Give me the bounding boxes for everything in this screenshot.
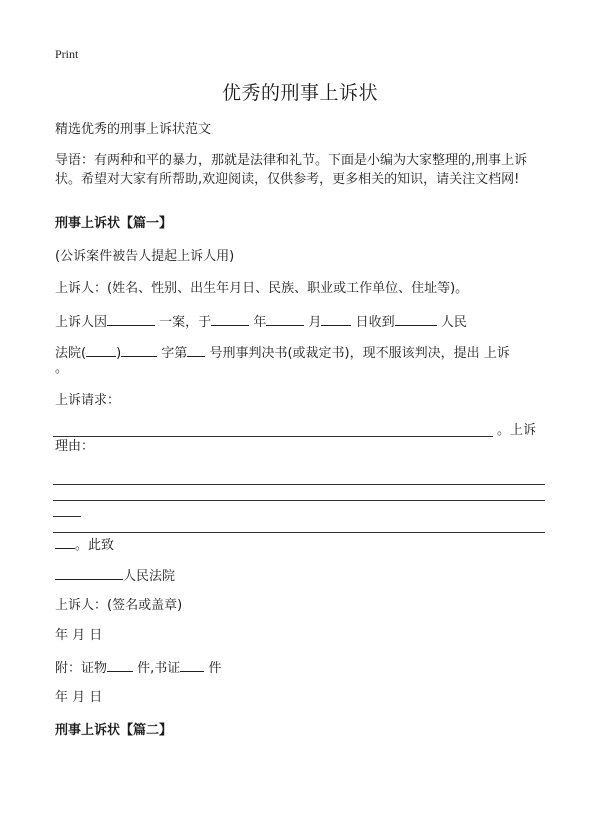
intro-paragraph: 导语：有两种和平的暴力，那就是法律和礼节。下面是小编为大家整理的,刑事上诉状。希望对大家有所帮助,欢迎阅读，仅供参考，更多相关的知识，请关注文档网! (55, 153, 528, 187)
court-line (55, 343, 510, 363)
blank-field[interactable] (55, 566, 123, 580)
case-line (55, 312, 467, 332)
blank-field[interactable] (55, 535, 75, 549)
closing-text: 。此致 (75, 538, 115, 553)
answer-line[interactable] (53, 436, 493, 437)
document-title: 优秀的刑事上诉状 (221, 82, 378, 104)
answer-line[interactable] (53, 484, 545, 485)
blank-field[interactable] (266, 312, 304, 326)
blank-field[interactable] (180, 658, 204, 672)
blank-field[interactable] (187, 343, 205, 357)
court-name-line (55, 566, 175, 586)
blank-field[interactable] (395, 312, 437, 326)
blank-field[interactable] (107, 312, 155, 326)
case-line-text: 年 (253, 315, 267, 330)
reason-label: 理由： (55, 439, 95, 454)
court-line-end: 。 (55, 361, 69, 376)
answer-line[interactable] (53, 500, 545, 501)
case-line-text: 上诉人因 (55, 315, 108, 330)
court-suffix: 人民法院 (123, 569, 176, 584)
date-line: 年 月 日 (55, 628, 103, 643)
blank-field[interactable] (121, 343, 157, 357)
court-line-text: ) (116, 346, 122, 361)
court-line-text: 号刑事判决书(或裁定书)，现不服该判决，提出 (209, 346, 480, 361)
closing-line (55, 535, 114, 555)
case-note: (公诉案件被告人提起上诉人用) (55, 249, 235, 264)
subtitle: 精选优秀的刑事上诉状范文 (55, 122, 212, 137)
blank-field[interactable] (107, 658, 133, 672)
attachment-text: 件 (208, 661, 222, 676)
blank-field[interactable] (321, 312, 351, 326)
print-link[interactable]: Print (55, 47, 79, 61)
section2-heading: 刑事上诉状【篇二】 (55, 723, 173, 738)
blank-field[interactable] (211, 312, 249, 326)
request-end: 。上诉 (497, 423, 537, 438)
section1-heading: 刑事上诉状【篇一】 (55, 216, 173, 231)
answer-line[interactable] (53, 532, 545, 533)
attachment-text: 件,书证 (137, 661, 181, 676)
answer-line[interactable] (53, 516, 81, 517)
attachment-line (55, 658, 221, 678)
court-line-text: 法院( (55, 346, 87, 361)
blank-field[interactable] (86, 343, 116, 357)
case-line-text: 月 (308, 315, 322, 330)
case-line-text: 日收到 (355, 315, 395, 330)
case-line-text: 人民 (440, 315, 467, 330)
appellant-line: 上诉人：(姓名、性别、出生年月日、民族、职业或工作单位、住址等)。 (55, 281, 469, 296)
signature-line: 上诉人：(签名或盖章) (55, 598, 183, 613)
court-line-text: 上诉 (483, 346, 510, 361)
case-line-text: 一案，于 (159, 315, 212, 330)
date-line: 年 月 日 (55, 690, 103, 705)
attachment-text: 附：证物 (55, 661, 108, 676)
court-line-text: 字第 (161, 346, 188, 361)
request-label: 上诉请求： (55, 393, 121, 408)
